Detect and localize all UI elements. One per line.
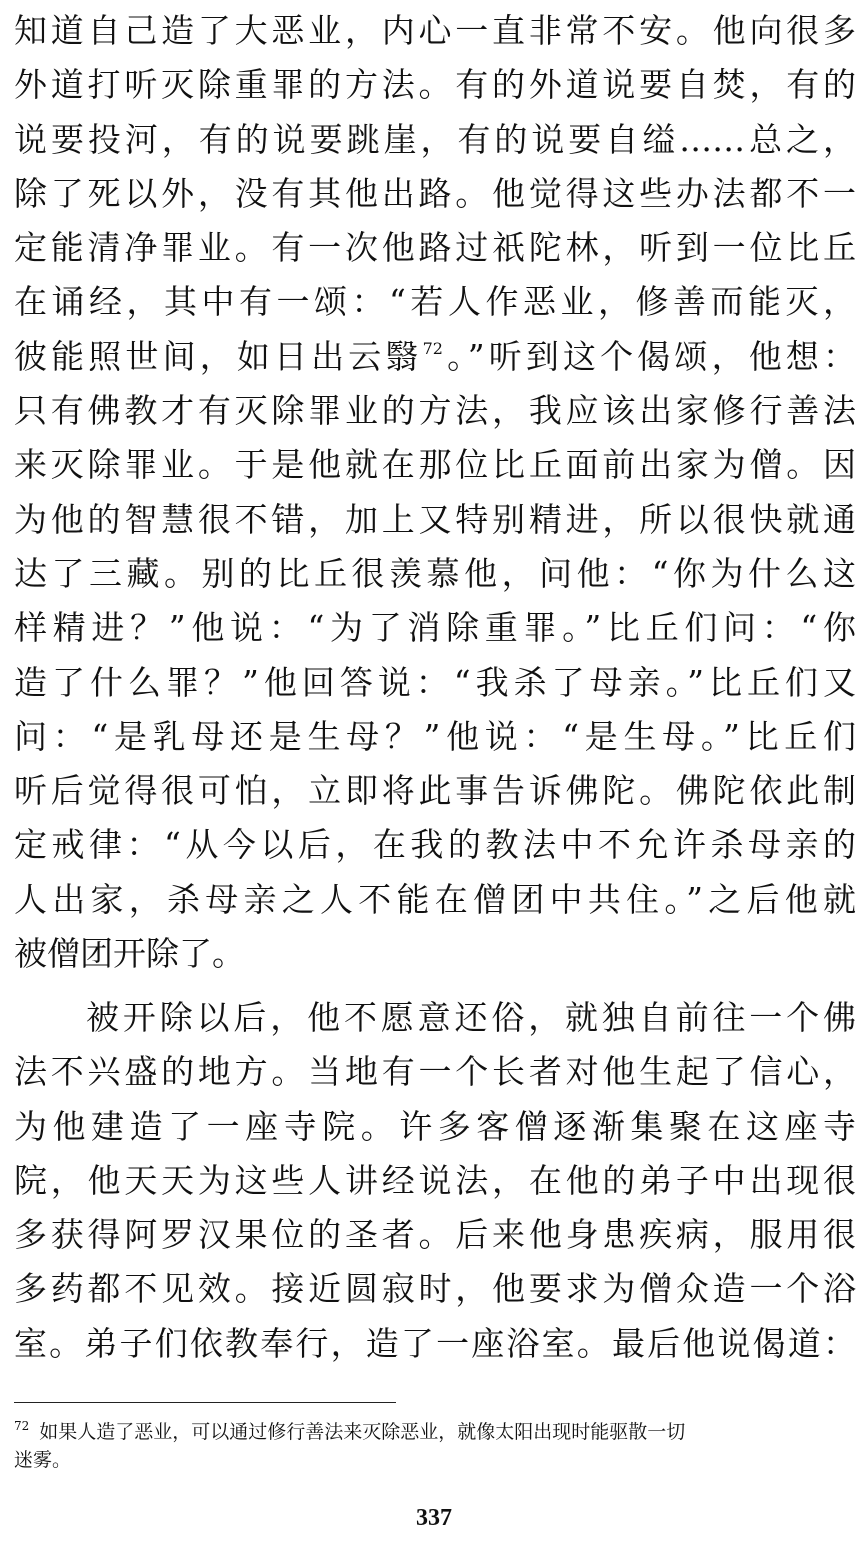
text-line: 说要投河，有的说要跳崖，有的说要自缢……总之， xyxy=(14,119,856,159)
text-line: 被僧团开除了。 xyxy=(14,934,245,974)
text-fragment: 彼能照世间，如日出云翳 xyxy=(14,336,423,376)
text-line: 多获得阿罗汉果位的圣者。后来他身患疾病，服用很 xyxy=(14,1215,856,1255)
text-line: 外道打听灭除重罪的方法。有的外道说要自焚，有的 xyxy=(14,65,856,105)
footnote-line xyxy=(14,1418,856,1446)
footnote-text: 如果人造了恶业，可以通过修行善法来灭除恶业，就像太阳出现时能驱散一切 xyxy=(39,1421,686,1443)
text-line: 被开除以后，他不愿意还俗，就独自前往一个佛 xyxy=(86,998,856,1037)
text-line: 知道自己造了大恶业，内心一直非常不安。他向很多 xyxy=(14,11,856,50)
text-line: 为他的智慧很不错，加上又特别精进，所以很快就通 xyxy=(14,499,856,539)
text-line: 室。弟子们依教奉行，造了一座浴室。最后他说偈道： xyxy=(14,1323,856,1363)
text-line: 只有佛教才有灭除罪业的方法，我应该出家修行善法 xyxy=(14,391,856,431)
text-line: 造了什么罪？”他回答说：“我杀了母亲。”比丘们又 xyxy=(14,662,856,702)
text-line: 除了死以外，没有其他出路。他觉得这些办法都不一 xyxy=(14,173,856,213)
paragraph-2 xyxy=(14,991,856,1371)
text-line: 定戒律：“从今以后，在我的教法中不允许杀母亲的 xyxy=(14,825,856,865)
text-line: 样精进？”他说：“为了消除重罪。”比丘们问：“你 xyxy=(14,608,856,648)
text-line: 在诵经，其中有一颂：“若人作恶业，修善而能灭， xyxy=(14,282,856,322)
footnote-line: 迷雾。 xyxy=(14,1449,72,1471)
text-line: 人出家，杀母亲之人不能在僧团中共住。”之后他就 xyxy=(14,879,856,919)
footnote-divider xyxy=(14,1402,396,1403)
text-line: 院，他天天为这些人讲经说法，在他的弟子中出现很 xyxy=(14,1160,856,1200)
page-number: 337 xyxy=(416,1505,452,1531)
text-line: 为他建造了一座寺院。许多客僧逐渐集聚在这座寺 xyxy=(14,1106,856,1146)
text-line: 达了三藏。别的比丘很羡慕他，问他：“你为什么这 xyxy=(14,553,856,593)
text-line: 问：“是乳母还是生母？”他说：“是生母。”比丘们 xyxy=(14,716,856,756)
text-line-with-footnote xyxy=(14,330,856,384)
text-fragment: 。”听到这个偈颂，他想： xyxy=(442,336,856,376)
footnote xyxy=(14,1418,856,1474)
text-line: 法不兴盛的地方。当地有一个长者对他生起了信心， xyxy=(14,1052,856,1092)
text-line: 听后觉得很可怕，立即将此事告诉佛陀。佛陀依此制 xyxy=(14,771,856,811)
text-line: 定能清净罪业。有一次他路过祇陀林，听到一位比丘 xyxy=(14,228,856,268)
text-line: 多药都不见效。接近圆寂时，他要求为僧众造一个浴 xyxy=(14,1269,856,1309)
footnote-reference[interactable]: 72 xyxy=(422,338,443,358)
footnote-number: 72 xyxy=(14,1419,30,1433)
text-line: 来灭除罪业。于是他就在那位比丘面前出家为僧。因 xyxy=(14,445,856,485)
paragraph-1 xyxy=(14,4,856,981)
